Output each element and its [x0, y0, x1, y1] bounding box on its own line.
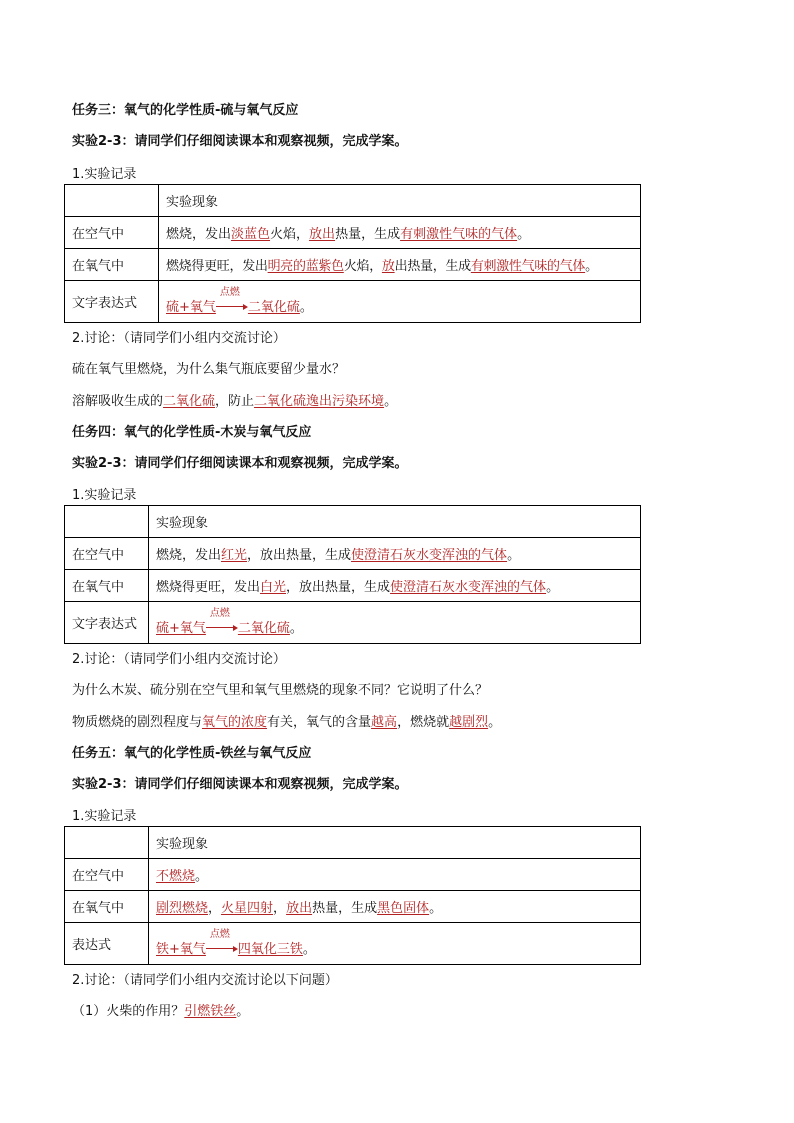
task3-discuss-label: 2.讨论：（请同学们小组内交流讨论）	[72, 331, 286, 346]
task4-record-table	[64, 505, 641, 644]
task5-discuss-label: 2.讨论：（请同学们小组内交流讨论以下问题）	[72, 973, 338, 988]
row-expression: 铁+氧气 点燃 四氧化三铁。	[149, 923, 641, 965]
task3-experiment: 实验2-3：请同学们仔细阅读课本和观察视频，完成学案。	[72, 134, 408, 149]
task5-record-label: 1.实验记录	[72, 809, 137, 824]
row-label-air: 在空气中	[65, 859, 149, 891]
row-label-oxygen: 在氧气中	[65, 891, 149, 923]
row-expression: 硫+氧气 点燃 二氧化硫。	[159, 281, 641, 323]
row-oxygen-phenomenon: 剧烈燃烧，火星四射，放出热量，生成黑色固体。	[149, 891, 641, 923]
row-label-air: 在空气中	[65, 217, 159, 249]
task4-record-label: 1.实验记录	[72, 488, 137, 503]
row-label-air: 在空气中	[65, 538, 149, 570]
row-oxygen-phenomenon: 燃烧得更旺，发出白光，放出热量，生成使澄清石灰水变浑浊的气体。	[149, 570, 641, 602]
task5-experiment: 实验2-3：请同学们仔细阅读课本和观察视频，完成学案。	[72, 777, 408, 792]
task3-question: 硫在氧气里燃烧，为什么集气瓶底要留少量水？	[72, 362, 346, 377]
row-expression: 硫+氧气 点燃 二氧化硫。	[149, 602, 641, 644]
task5-title: 任务五：氧气的化学性质-铁丝与氧气反应	[72, 746, 312, 761]
task5-record-table	[64, 826, 641, 965]
row-oxygen-phenomenon: 燃烧得更旺，发出明亮的蓝紫色火焰，放出热量，生成有刺激性气味的气体。	[159, 249, 641, 281]
table-header: 实验现象	[149, 506, 641, 538]
task4-title: 任务四：氧气的化学性质-木炭与氧气反应	[72, 425, 312, 440]
task4-experiment: 实验2-3：请同学们仔细阅读课本和观察视频，完成学案。	[72, 456, 408, 471]
row-air-phenomenon: 不燃烧。	[149, 859, 641, 891]
task3-record-table	[64, 184, 641, 323]
reaction-arrow-icon: 点燃	[206, 618, 238, 632]
table-corner	[65, 185, 159, 217]
task4-question: 为什么木炭、硫分别在空气里和氧气里燃烧的现象不同？它说明了什么？	[72, 683, 489, 698]
reaction-arrow-icon: 点燃	[206, 939, 238, 953]
table-header: 实验现象	[159, 185, 641, 217]
row-air-phenomenon: 燃烧，发出淡蓝色火焰，放出热量，生成有刺激性气味的气体。	[159, 217, 641, 249]
row-label-oxygen: 在氧气中	[65, 249, 159, 281]
task4-discuss-label: 2.讨论：（请同学们小组内交流讨论）	[72, 652, 286, 667]
reaction-arrow-icon: 点燃	[216, 297, 248, 311]
task4-answer: 物质燃烧的剧烈程度与氧气的浓度有关，氧气的含量越高，燃烧就越剧烈。	[72, 715, 502, 730]
table-header: 实验现象	[149, 827, 641, 859]
task3-answer: 溶解吸收生成的二氧化硫，防止二氧化硫逸出污染环境。	[72, 394, 398, 409]
task5-question-1: （1）火柴的作用？引燃铁丝。	[72, 1004, 250, 1019]
task3-title: 任务三：氧气的化学性质-硫与氧气反应	[72, 103, 299, 118]
task3-record-label: 1.实验记录	[72, 167, 137, 182]
row-air-phenomenon: 燃烧，发出红光，放出热量，生成使澄清石灰水变浑浊的气体。	[149, 538, 641, 570]
row-label-expression: 文字表达式	[65, 602, 149, 644]
row-label-expression: 表达式	[65, 923, 149, 965]
table-corner	[65, 506, 149, 538]
row-label-expression: 文字表达式	[65, 281, 159, 323]
table-corner	[65, 827, 149, 859]
row-label-oxygen: 在氧气中	[65, 570, 149, 602]
